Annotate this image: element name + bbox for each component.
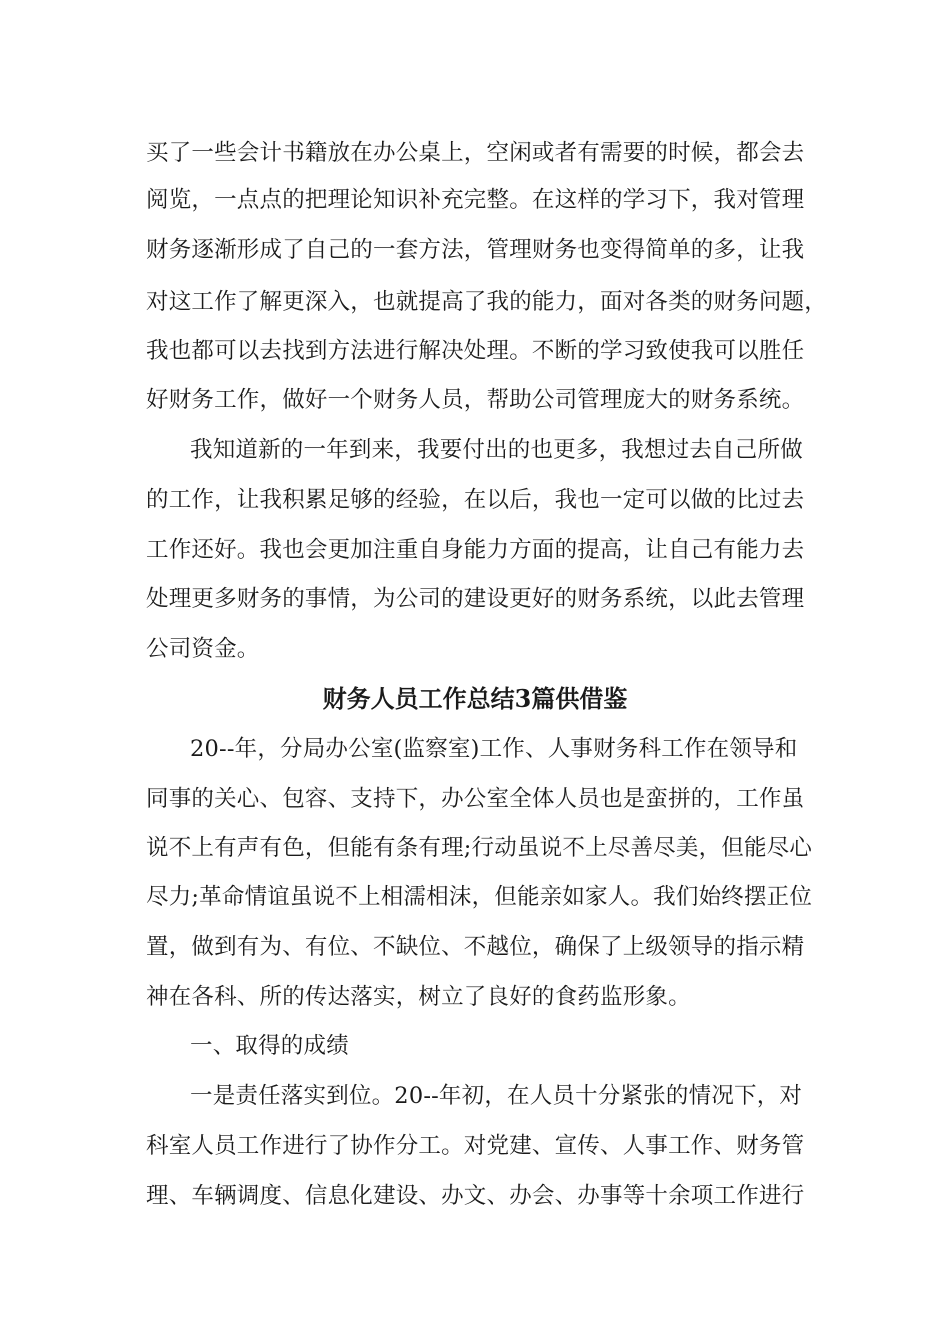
paragraph-line: 好财务工作，做好一个财务人员，帮助公司管理庞大的财务系统。 [146, 387, 805, 413]
paragraph-line: 公司资金。 [146, 636, 260, 662]
paragraph-line: 我也都可以去找到方法进行解决处理。不断的学习致使我可以胜任 [146, 338, 805, 364]
paragraph-line: 20--年，分局办公室(监察室)工作、人事财务科工作在领导和 [190, 736, 798, 762]
paragraph-line: 我知道新的一年到来，我要付出的也更多，我想过去自己所做 [190, 437, 803, 463]
paragraph-line: 一是责任落实到位。20--年初，在人员十分紧张的情况下，对 [190, 1083, 803, 1109]
paragraph-line: 财务逐渐形成了自己的一套方法，管理财务也变得简单的多，让我 [146, 237, 805, 263]
paragraph-line: 对这工作了解更深入，也就提高了我的能力，面对各类的财务问题， [146, 289, 828, 315]
paragraph-line: 置，做到有为、有位、不缺位、不越位，确保了上级领导的指示精 [146, 934, 805, 960]
paragraph-line: 工作还好。我也会更加注重自身能力方面的提高，让自己有能力去 [146, 537, 805, 563]
section-heading: 财务人员工作总结3篇供借鉴 [322, 684, 628, 713]
paragraph-line: 买了一些会计书籍放在办公桌上，空闲或者有需要的时候，都会去 [146, 140, 805, 166]
paragraph-line: 神在各科、所的传达落实，树立了良好的食药监形象。 [146, 984, 691, 1010]
paragraph-line: 处理更多财务的事情，为公司的建设更好的财务系统，以此去管理 [146, 586, 805, 612]
paragraph-line: 说不上有声有色，但能有条有理;行动虽说不上尽善尽美，但能尽心 [146, 835, 813, 861]
paragraph-line: 的工作，让我积累足够的经验，在以后，我也一定可以做的比过去 [146, 487, 805, 513]
section-title: 一、取得的成绩 [190, 1033, 349, 1059]
paragraph-line: 同事的关心、包容、支持下，办公室全体人员也是蛮拼的，工作虽 [146, 786, 805, 812]
paragraph-line: 尽力;革命情谊虽说不上相濡相沫，但能亲如家人。我们始终摆正位 [146, 884, 813, 910]
paragraph-line: 科室人员工作进行了协作分工。对党建、宣传、人事工作、财务管 [146, 1133, 805, 1159]
paragraph-line: 理、车辆调度、信息化建设、办文、办会、办事等十余项工作进行 [146, 1183, 805, 1209]
paragraph-line: 阅览，一点点的把理论知识补充完整。在这样的学习下，我对管理 [146, 187, 805, 213]
